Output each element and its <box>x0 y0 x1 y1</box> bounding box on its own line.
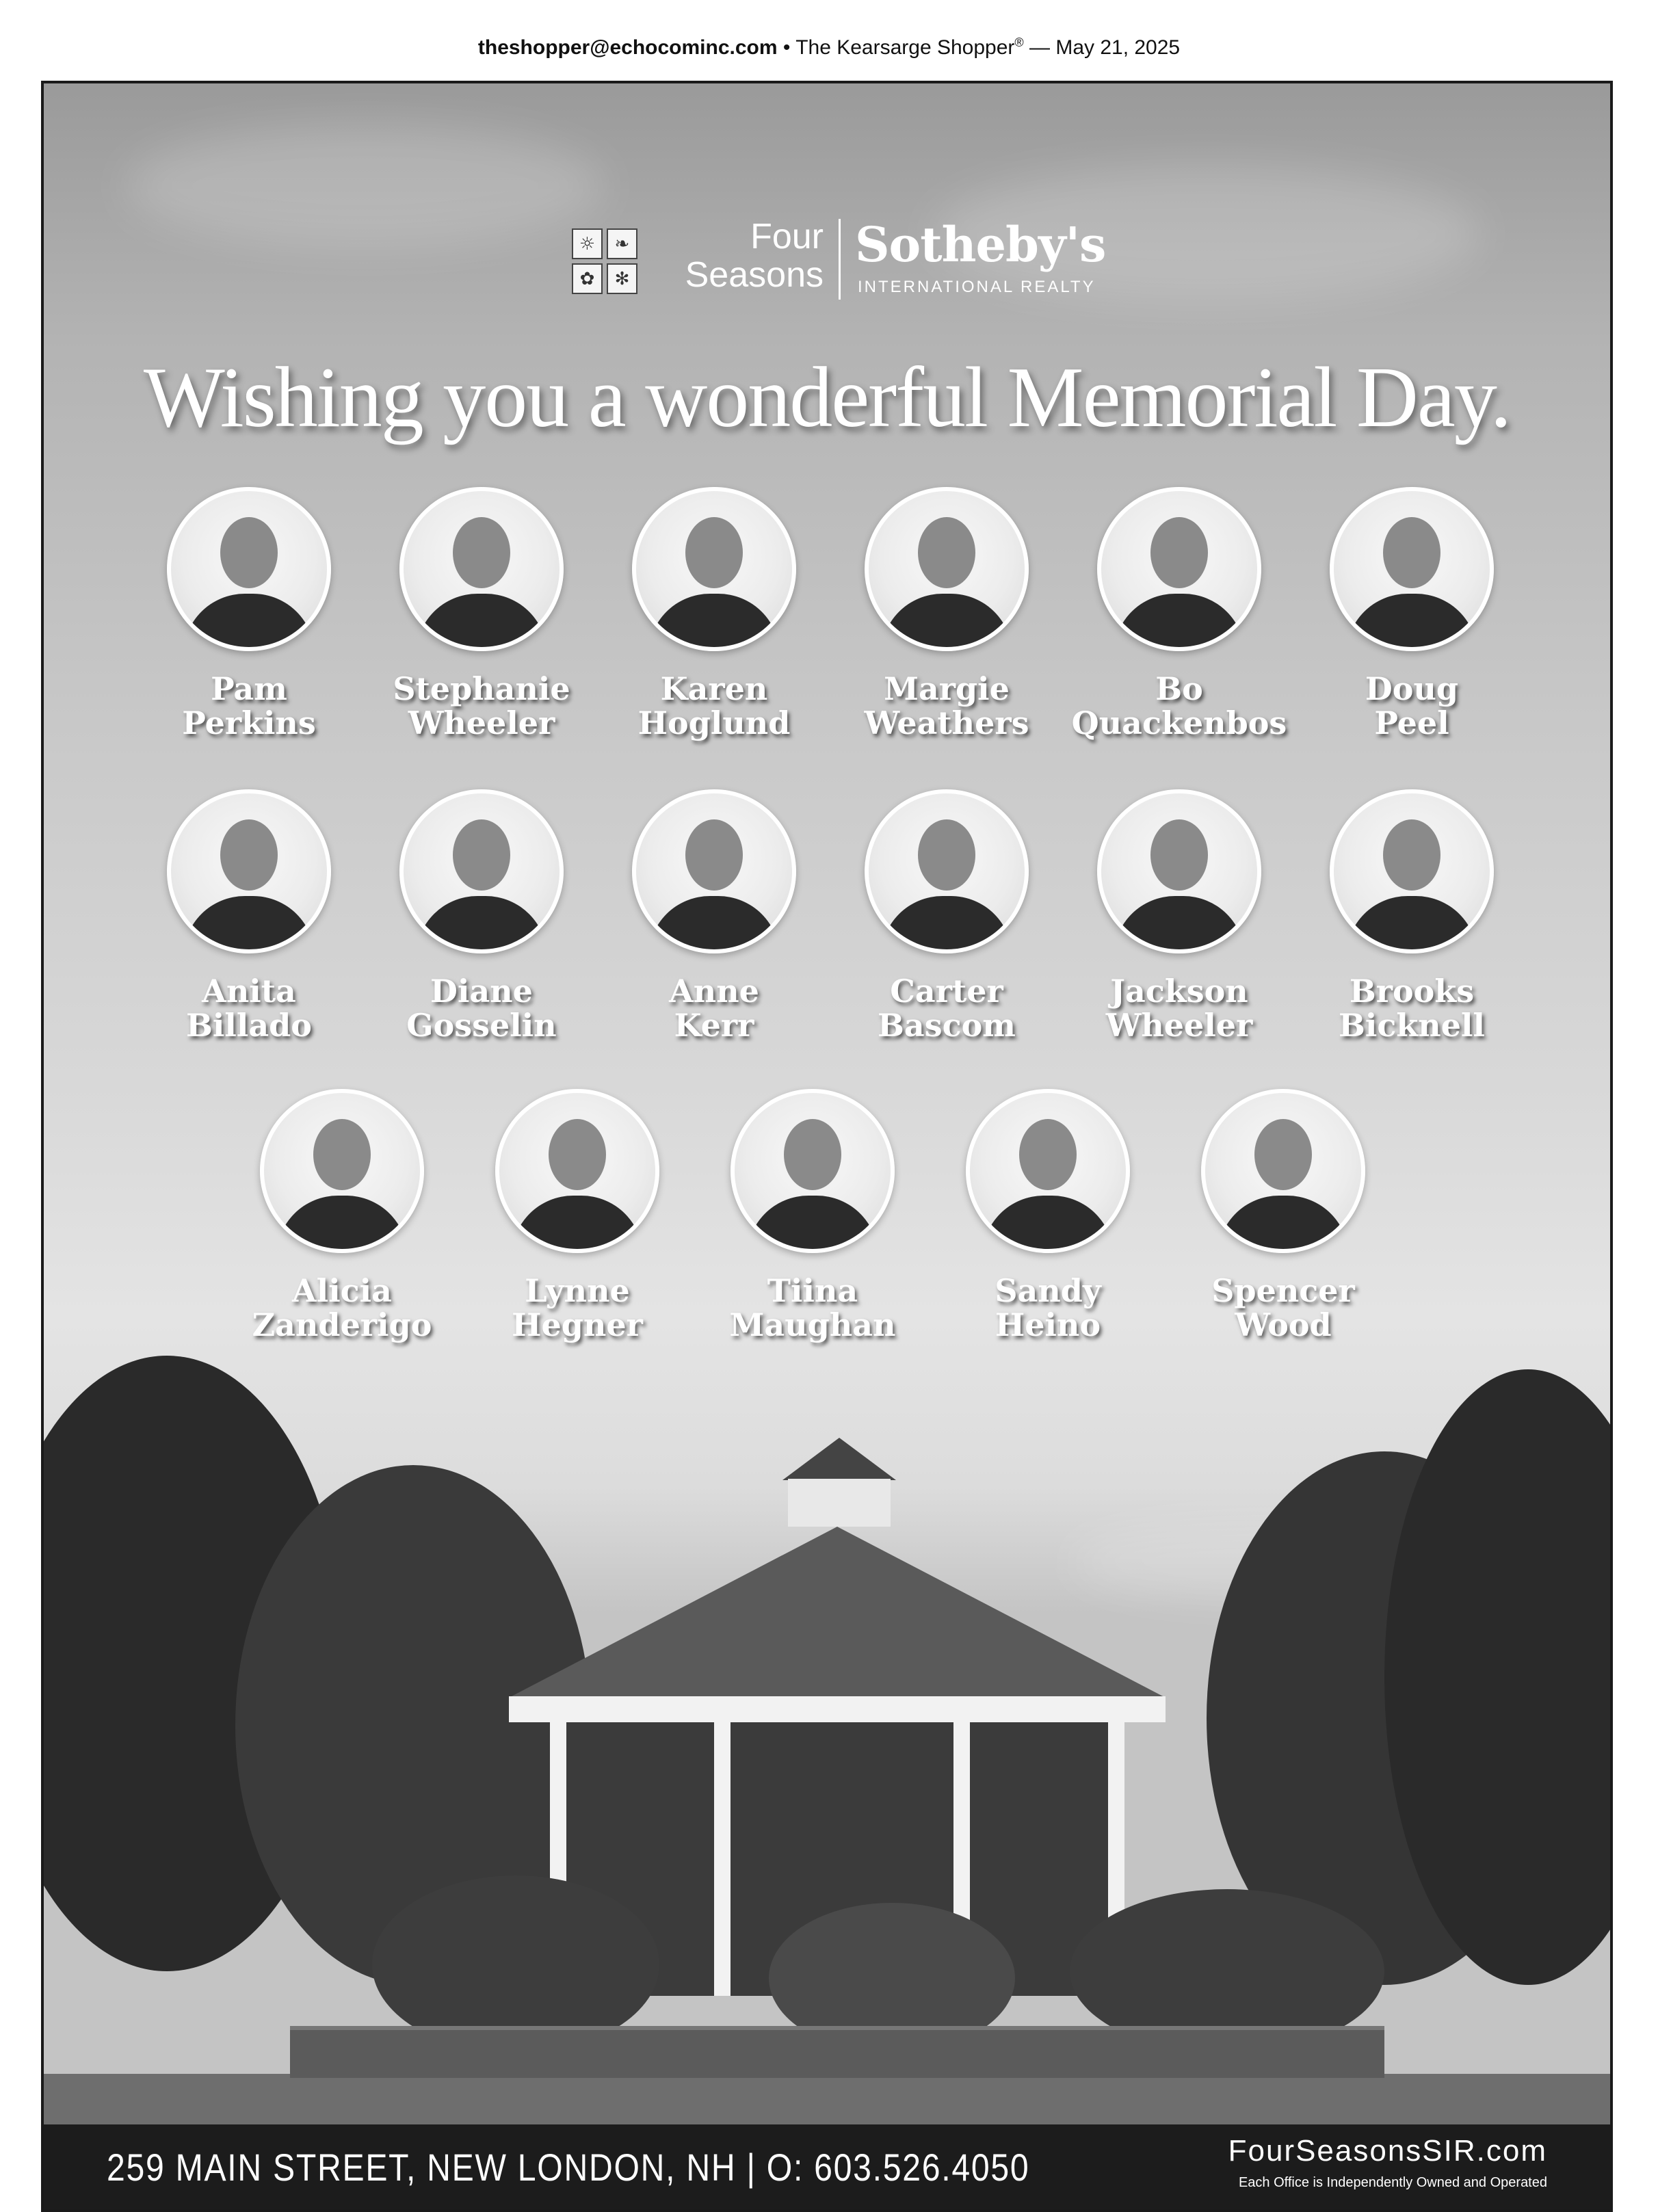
agent-photo <box>865 487 1029 651</box>
agent-card <box>598 487 830 774</box>
agent-name: Anita Billado <box>186 973 312 1044</box>
agent-card <box>1167 1089 1399 1376</box>
agent-card <box>461 1089 694 1376</box>
agent-name: Stephanie Wheeler <box>393 670 570 741</box>
agent-photo <box>1097 789 1261 953</box>
agent-card <box>226 1089 458 1376</box>
agent-name: Doug Peel <box>1365 670 1459 741</box>
agent-photo <box>966 1089 1130 1253</box>
agent-card <box>133 487 365 774</box>
agent-name: Diane Gosselin <box>406 973 557 1044</box>
agent-name: Jackson Wheeler <box>1105 973 1253 1044</box>
agent-name: Karen Hoglund <box>637 670 791 741</box>
gazebo-post <box>714 1722 731 1996</box>
company-subtitle: INTERNATIONAL REALTY <box>858 278 1096 296</box>
sun-icon: ☼ <box>572 228 603 259</box>
agent-card <box>1295 789 1528 1077</box>
agent-card <box>696 1089 929 1376</box>
advertisement <box>41 81 1613 2212</box>
brand-line-2: Seasons <box>685 255 824 295</box>
agent-card <box>133 789 365 1077</box>
agent-photo <box>399 487 564 651</box>
agent-name: Carter Bascom <box>878 973 1016 1044</box>
agent-photo <box>632 487 796 651</box>
gazebo-photo <box>44 1356 1610 2135</box>
gazebo-roof <box>509 1527 1166 1698</box>
masthead-email[interactable]: theshopper@echocominc.com <box>477 36 778 59</box>
agent-card <box>830 789 1063 1077</box>
agent-name: Tiina Maughan <box>729 1272 896 1343</box>
masthead <box>0 36 1658 60</box>
agent-card <box>1063 789 1295 1077</box>
agent-photo <box>1097 487 1261 651</box>
gazebo-fascia <box>509 1696 1166 1722</box>
agent-photo <box>1330 789 1494 953</box>
registered-mark: ® <box>1014 36 1024 49</box>
agent-name: Brooks Bicknell <box>1339 973 1485 1044</box>
website-link[interactable]: FourSeasonsSIR.com <box>1228 2134 1547 2168</box>
office-address: 259 MAIN STREET, NEW LONDON, NH | O: 603.526.4050 <box>107 2146 1030 2189</box>
agent-photo <box>167 789 331 953</box>
masthead-date: — May 21, 2025 <box>1023 36 1181 59</box>
masthead-separator: • <box>777 36 796 59</box>
agent-photo <box>632 789 796 953</box>
agent-photo <box>167 487 331 651</box>
agent-name: Pam Perkins <box>182 670 316 741</box>
agent-photo <box>1330 487 1494 651</box>
masthead-publication: The Kearsarge Shopper <box>795 36 1015 59</box>
agent-name: Margie Weathers <box>864 670 1029 741</box>
agent-name: Anne Kerr <box>669 973 759 1044</box>
agent-photo <box>1201 1089 1365 1253</box>
footer-bar <box>44 2124 1610 2209</box>
agent-name: Lynne Hegner <box>512 1272 643 1343</box>
tulip-icon: ✿ <box>572 263 603 294</box>
agent-card <box>1063 487 1295 774</box>
brand-line-1: Four <box>750 217 824 256</box>
gazebo-cupola <box>788 1479 891 1527</box>
leaf-icon: ❧ <box>607 228 637 259</box>
agent-card <box>830 487 1063 774</box>
agent-name: Bo Quackenbos <box>1071 670 1287 741</box>
agent-photo <box>399 789 564 953</box>
agent-card <box>1295 487 1528 774</box>
stone-wall <box>290 2026 1384 2078</box>
agent-photo <box>495 1089 659 1253</box>
snowflake-icon: ✻ <box>607 263 637 294</box>
agent-name: Sandy Heino <box>995 1272 1101 1343</box>
office-disclaimer: Each Office is Independently Owned and Operated <box>1238 2175 1547 2190</box>
agent-card <box>932 1089 1164 1376</box>
company-name: Sotheby's <box>855 216 1106 273</box>
agent-card <box>365 487 598 774</box>
agent-card <box>598 789 830 1077</box>
agent-card <box>365 789 598 1077</box>
headline: Wishing you a wonderful Memorial Day. <box>143 350 1511 445</box>
agent-photo <box>260 1089 424 1253</box>
agent-photo <box>865 789 1029 953</box>
agent-name: Alicia Zanderigo <box>252 1272 432 1343</box>
agent-photo <box>731 1089 895 1253</box>
gazebo-cupola-roof <box>782 1438 896 1480</box>
agent-name: Spencer Wood <box>1211 1272 1355 1343</box>
